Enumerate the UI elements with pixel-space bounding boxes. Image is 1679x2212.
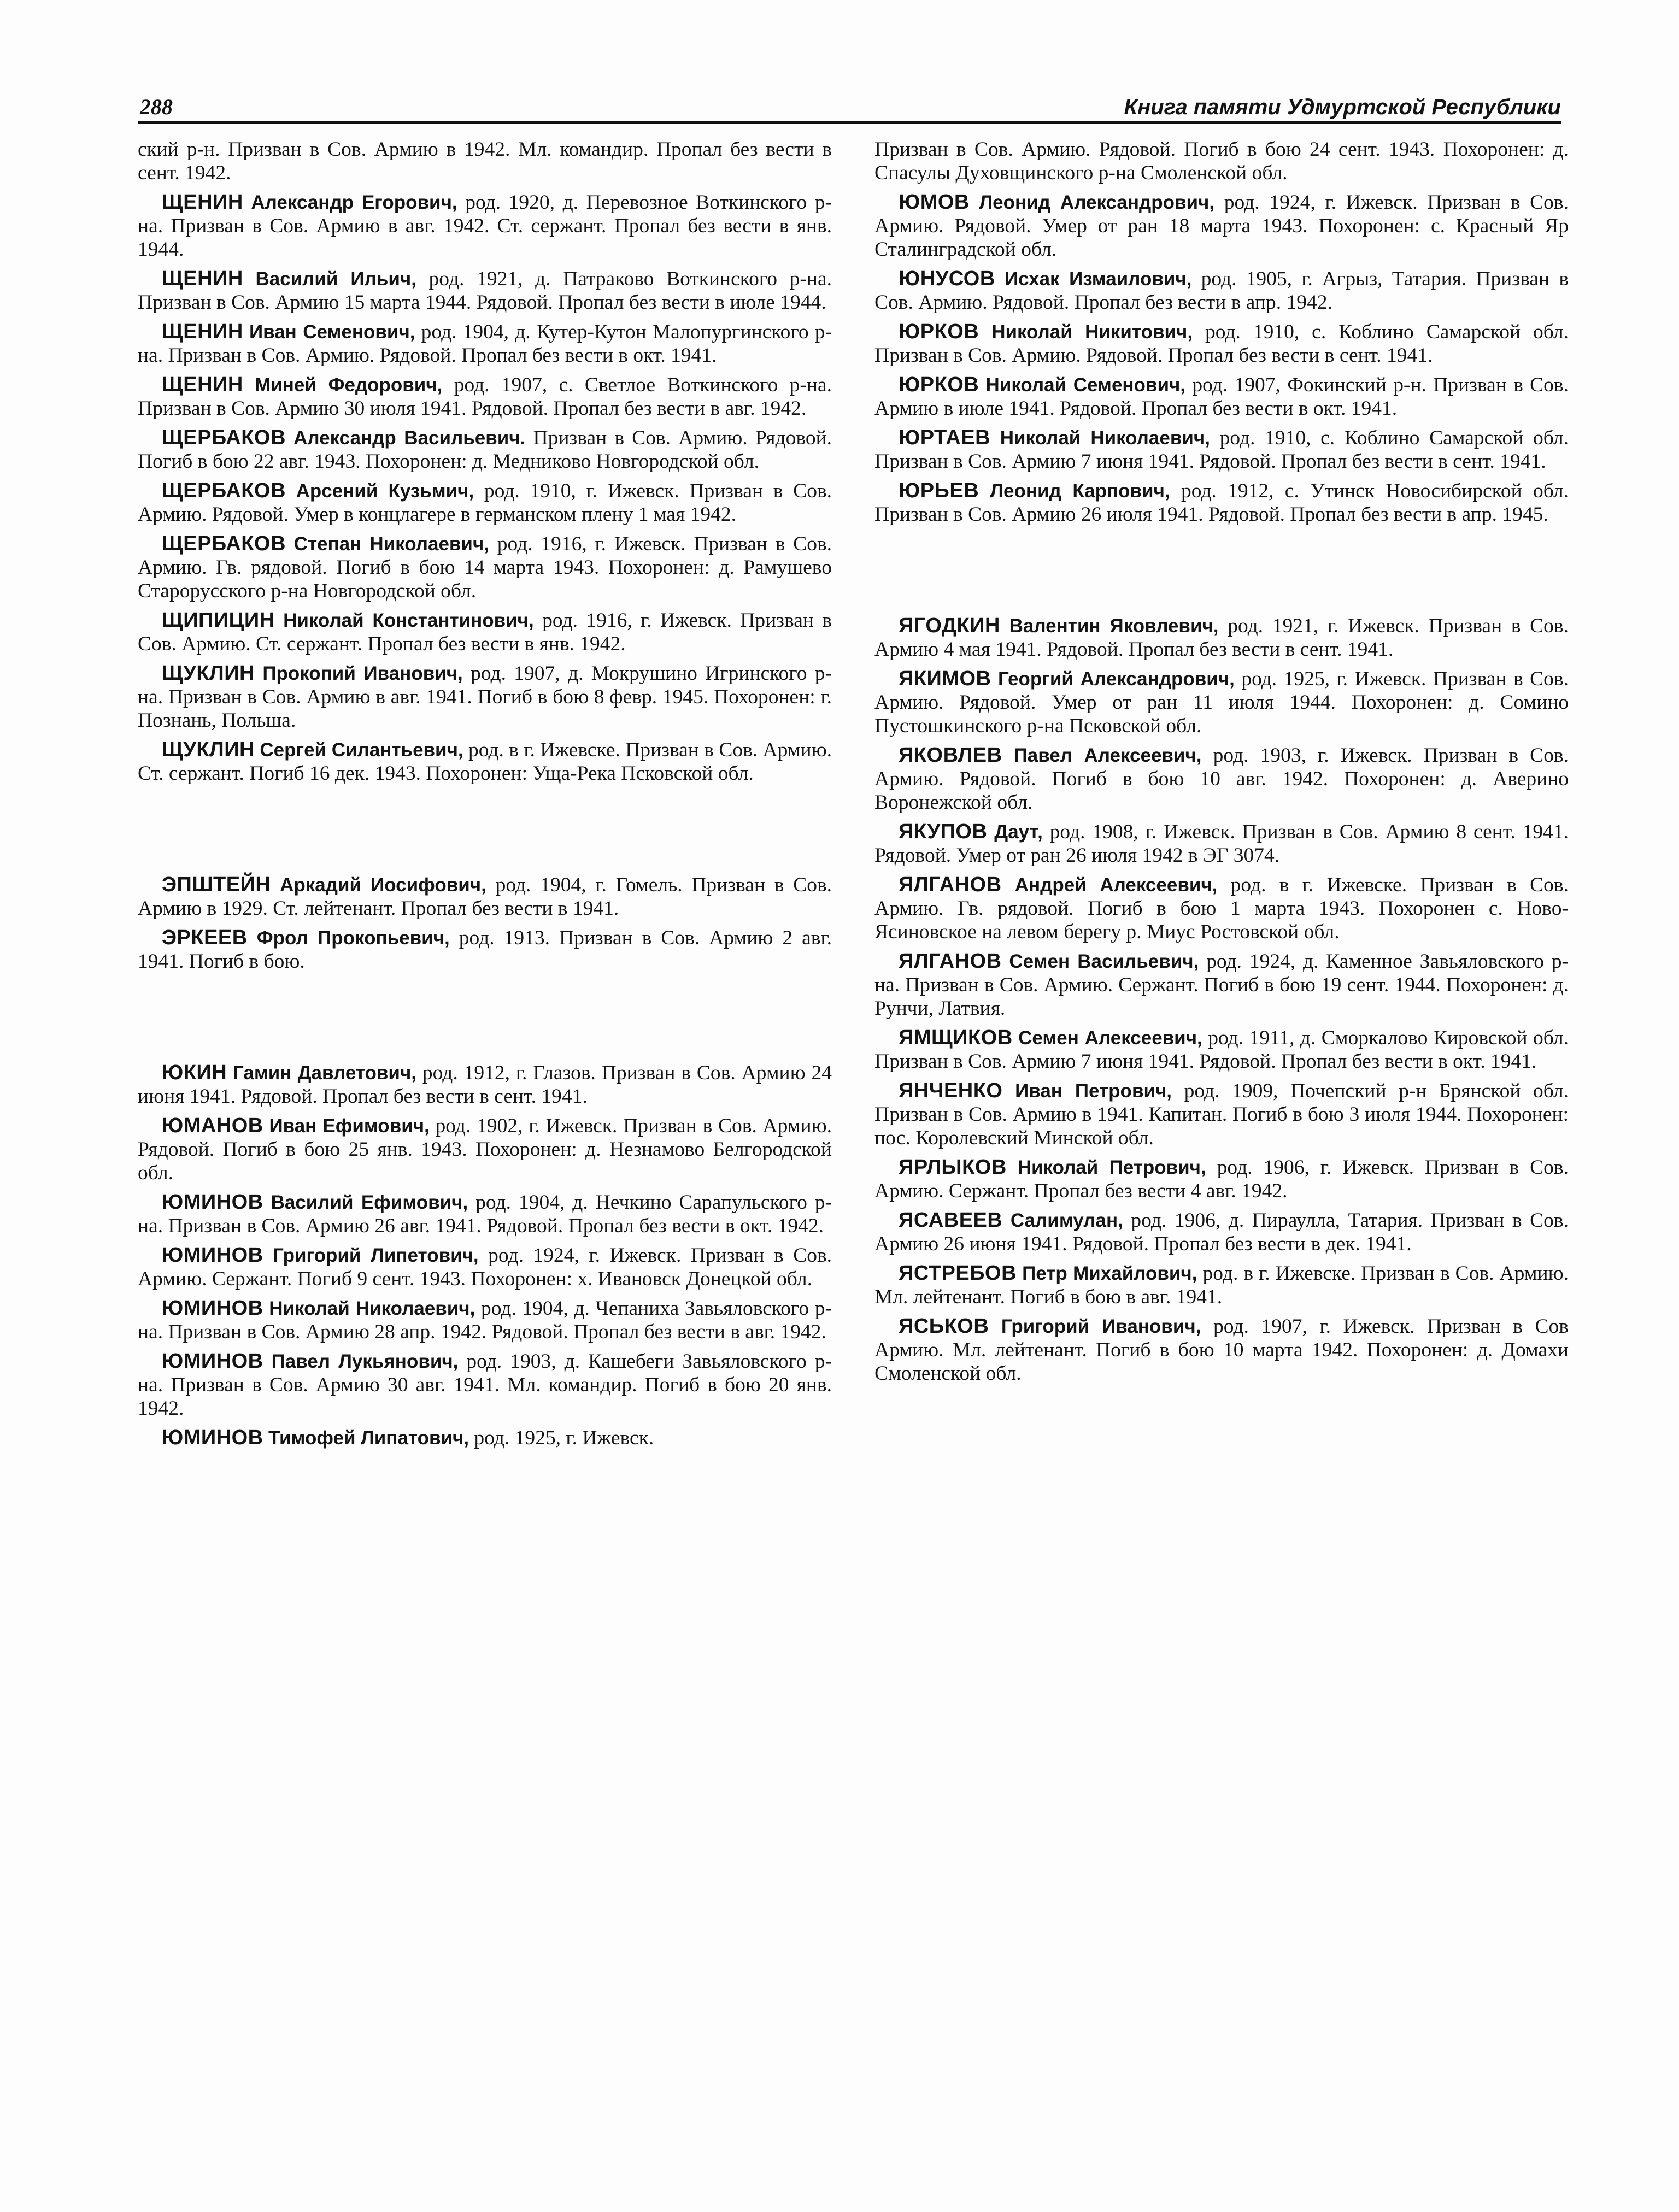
entry-details: род. 1904, д. Нечкино Сарапульского р-на. Призван в Сов. Армию 26 авг. 1941. Рядовой. Пропал без вести в окт. 1942.	[138, 1191, 832, 1237]
memorial-entry	[874, 950, 1569, 1020]
entry-given-names: Николай Николаевич,	[269, 1298, 475, 1319]
running-title: Книга памяти Удмуртской Республики	[1124, 95, 1561, 119]
memorial-entry	[138, 1350, 832, 1420]
entry-surname: ЯСАВЕЕВ	[899, 1209, 1003, 1232]
entry-details: род. 1920, д. Перевозное Воткинского р-на. Призван в Сов. Армию в авг. 1942. Ст. сержант. Пропал без вести в янв. 1944.	[138, 191, 832, 261]
entry-given-names: Миней Федорович,	[255, 374, 443, 396]
entry-surname: ЩУКЛИН	[162, 738, 255, 761]
page-number: 288	[140, 95, 173, 119]
entry-surname: ЩЕРБАКОВ	[162, 479, 286, 502]
entry-details: род. 1906, г. Ижевск. Призван в Сов. Армию. Сержант. Пропал без вести 4 авг. 1942.	[874, 1156, 1569, 1202]
entry-details: род. 1910, с. Коблино Самарской обл. Призван в Сов. Армию. Рядовой. Пропал без вести в сент. 1941.	[874, 321, 1569, 367]
memorial-entry	[138, 738, 832, 785]
entry-details: род. 1906, д. Пираулла, Татария. Призван в Сов. Армию 26 июня 1941. Рядовой. Пропал без вести в дек. 1941.	[874, 1209, 1569, 1255]
entry-surname: ЮМИНОВ	[162, 1191, 263, 1214]
entry-details: Призван в Сов. Армию. Рядовой. Погиб в бою 22 авг. 1943. Похоронен: д. Медниково Новгородской обл.	[138, 427, 832, 473]
entry-surname: ЮМИНОВ	[162, 1350, 263, 1373]
entry-surname: ЮМИНОВ	[162, 1426, 263, 1449]
entry-surname: ЮМАНОВ	[162, 1114, 263, 1137]
entry-surname: ЩЕРБАКОВ	[162, 532, 286, 555]
entry-details: род. в г. Ижевске. Призван в Сов. Армию. Ст. сержант. Погиб 16 дек. 1943. Похоронен: Уща-Река Псковской обл.	[138, 739, 832, 785]
entry-details: род. 1924, г. Ижевск. Призван в Сов. Армию. Сержант. Погиб 9 сент. 1943. Похоронен: х. Ивановск Донецкой обл.	[138, 1244, 832, 1290]
entry-details: род. в г. Ижевске. Призван в Сов. Армию. Гв. рядовой. Погиб в бою 1 марта 1943. Похоронен с. Ново-Ясиновское на левом берегу р. Миус Ростовской обл.	[874, 874, 1569, 943]
entry-given-names: Леонид Карпович,	[990, 480, 1170, 502]
memorial-entry	[138, 1061, 832, 1108]
memorial-entry	[138, 1114, 832, 1185]
entry-given-names: Прокопий Иванович,	[262, 663, 463, 684]
entry-details: род. 1909, Почепский р-н Брянской обл. Призван в Сов. Армию в 1941. Капитан. Погиб в бою 3 июля 1944. Похоронен: пос. Королевский Минской обл.	[874, 1080, 1569, 1149]
entry-details: род. 1908, г. Ижевск. Призван в Сов. Армию 8 сент. 1941. Рядовой. Умер от ран 26 июля 1942 в ЭГ 3074.	[874, 821, 1569, 867]
entry-details: род. 1925, г. Ижевск. Призван в Сов. Армию. Рядовой. Умер от ран 11 июля 1944. Похоронен: д. Сомино Пустошкинского р-на Псковской обл.	[874, 668, 1569, 737]
entry-given-names: Салимулан,	[1010, 1210, 1123, 1231]
entry-details: род. 1904, г. Гомель. Призван в Сов. Армию в 1929. Ст. лейтенант. Пропал без вести в 1941.	[138, 874, 832, 920]
entry-details: род. 1912, г. Глазов. Призван в Сов. Армию 24 июня 1941. Рядовой. Пропал без вести в сент. 1941.	[138, 1062, 832, 1108]
entry-surname: ЯСТРЕБОВ	[899, 1262, 1017, 1285]
memorial-entry	[138, 662, 832, 732]
entry-details: ский р-н. Призван в Сов. Армию в 1942. Мл. командир. Пропал без вести в сент. 1942.	[138, 138, 832, 184]
entry-given-names: Василий Ефимович,	[271, 1192, 468, 1213]
entry-given-names: Григорий Липетович,	[273, 1245, 479, 1266]
entry-details: род. в г. Ижевске. Призван в Сов. Армию. Мл. лейтенант. Погиб в бою в авг. 1941.	[874, 1262, 1569, 1308]
entry-surname: ЯКУПОВ	[899, 820, 988, 843]
letter-section-gap	[874, 532, 1569, 614]
entry-given-names: Степан Николаевич,	[293, 533, 489, 555]
memorial-entry	[874, 614, 1569, 661]
memorial-entry	[874, 744, 1569, 814]
entry-surname: ЩИПИЦИН	[162, 609, 275, 632]
entry-surname: ЯЛГАНОВ	[899, 873, 1002, 896]
entry-details: род. 1907, Фокинский р-н. Призван в Сов. Армию в июле 1941. Рядовой. Пропал без вести в окт. 1941.	[874, 374, 1569, 420]
memorial-entry	[138, 1426, 832, 1450]
entry-details: род. 1916, г. Ижевск. Призван в Сов. Армию. Ст. сержант. Пропал без вести в янв. 1942.	[138, 609, 832, 655]
memorial-entry	[874, 1315, 1569, 1385]
memorial-entry	[874, 1079, 1569, 1150]
entry-given-names: Николай Петрович,	[1017, 1157, 1206, 1178]
entry-given-names: Арсений Кузьмич,	[296, 480, 474, 502]
entry-surname: ЮРКОВ	[899, 320, 979, 343]
entry-details: род. 1905, г. Агрыз, Татария. Призван в Сов. Армию. Рядовой. Пропал без вести в апр. 1942.	[874, 268, 1569, 314]
entry-details: род. 1925, г. Ижевск.	[474, 1427, 654, 1449]
page-header	[138, 82, 1561, 124]
memorial-entry	[138, 479, 832, 526]
entry-surname: ЯМЩИКОВ	[899, 1026, 1013, 1049]
memorial-entry	[138, 191, 832, 261]
entry-details: род. 1904, д. Чепаниха Завьяловского р-на. Призван в Сов. Армию 28 апр. 1942. Рядовой. Пропал без вести в авг. 1942.	[138, 1297, 832, 1343]
memorial-entry	[874, 667, 1569, 738]
memorial-entry	[138, 1191, 832, 1238]
entry-given-names: Исхак Измаилович,	[1004, 268, 1192, 290]
memorial-entry	[138, 373, 832, 420]
entry-given-names: Николай Николаевич,	[1000, 427, 1210, 449]
entry-given-names: Иван Семенович,	[249, 321, 415, 343]
letter-section-gap	[138, 979, 832, 1061]
entry-surname: ЮНУСОВ	[899, 267, 995, 290]
entry-given-names: Фрол Прокопьевич,	[256, 927, 450, 949]
memorial-entry	[874, 1026, 1569, 1073]
entry-surname: ЮРКОВ	[899, 373, 979, 396]
entry-given-names: Семен Алексеевич,	[1018, 1027, 1202, 1049]
entry-details: род. 1904, д. Кутер-Кутон Малопургинского р-на. Призван в Сов. Армию. Рядовой. Пропал без вести в окт. 1941.	[138, 321, 832, 367]
memorial-entry	[874, 479, 1569, 526]
entry-details: род. 1902, г. Ижевск. Призван в Сов. Армию. Рядовой. Погиб в бою 25 янв. 1943. Похоронен: д. Незнамово Белгородской обл.	[138, 1115, 832, 1184]
memorial-entry	[874, 820, 1569, 867]
entry-details: род. 1907, с. Светлое Воткинского р-на. Призван в Сов. Армию 30 июля 1941. Рядовой. Пропал без вести в авг. 1942.	[138, 374, 832, 420]
memorial-entry	[874, 1156, 1569, 1203]
entry-given-names: Сергей Силантьевич,	[260, 739, 463, 761]
entry-surname: ЩЕРБАКОВ	[162, 426, 286, 449]
entry-surname: ЩЕНИН	[162, 320, 243, 343]
entry-given-names: Александр Васильевич.	[293, 427, 526, 449]
entry-details: род. 1916, г. Ижевск. Призван в Сов. Армию. Гв. рядовой. Погиб в бою 14 марта 1943. Похоронен: д. Рамушево Старорусского р-на Новгородской обл.	[138, 533, 832, 602]
entry-surname: ЯЛГАНОВ	[899, 950, 1002, 973]
memorial-entry	[874, 426, 1569, 473]
entry-given-names: Иван Ефимович,	[269, 1115, 430, 1137]
entry-surname: ЯКИМОВ	[899, 667, 991, 690]
entry-given-names: Николай Семенович,	[985, 374, 1186, 396]
letter-section-gap	[138, 791, 832, 873]
entry-given-names: Александр Егорович,	[251, 192, 457, 213]
entry-given-names: Николай Никитович,	[991, 321, 1193, 343]
entry-surname: ЮКИН	[162, 1061, 227, 1084]
entry-surname: ЩУКЛИН	[162, 662, 255, 685]
entry-details: Призван в Сов. Армию. Рядовой. Погиб в бою 24 сент. 1943. Похоронен: д. Спасулы Духовщинского р-на Смоленской обл.	[874, 138, 1569, 184]
memorial-entry	[138, 1244, 832, 1291]
entry-surname: ЯНЧЕНКО	[899, 1079, 1003, 1102]
entry-given-names: Леонид Александрович,	[979, 192, 1215, 213]
entry-surname: ЯКОВЛЕВ	[899, 744, 1002, 767]
entry-details: род. 1907, г. Ижевск. Призван в Сов Армию. Мл. лейтенант. Погиб в бою 10 марта 1942. Похоронен: д. Домахи Смоленской обл.	[874, 1315, 1569, 1385]
entry-surname: ЯРЛЫКОВ	[899, 1156, 1007, 1179]
entry-given-names: Тимофей Липатович,	[268, 1427, 469, 1449]
memorial-entry	[138, 873, 832, 920]
memorial-entry	[874, 320, 1569, 367]
entry-details: род. 1911, д. Сморкалово Кировской обл. Призван в Сов. Армию 7 июня 1941. Рядовой. Пропал без вести в окт. 1941.	[874, 1027, 1569, 1073]
entry-details: род. 1910, г. Ижевск. Призван в Сов. Армию. Рядовой. Умер в концлагере в германском плену 1 мая 1942.	[138, 480, 832, 526]
entry-details: род. 1903, г. Ижевск. Призван в Сов. Армию. Рядовой. Погиб в бою 10 авг. 1942. Похоронен: д. Аверино Воронежской обл.	[874, 744, 1569, 814]
memorial-entry	[138, 532, 832, 603]
entry-given-names: Даут,	[994, 821, 1043, 843]
entry-details: род. 1924, д. Каменное Завьяловского р-на. Призван в Сов. Армию. Сержант. Погиб в бою 19 сент. 1944. Похоронен: д. Рунчи, Латвия.	[874, 950, 1569, 1020]
entry-surname: ЮМИНОВ	[162, 1297, 263, 1320]
entry-given-names: Иван Петрович,	[1015, 1080, 1172, 1102]
entry-details: род. 1903, д. Кашебеги Завьяловского р-на. Призван в Сов. Армию 30 авг. 1941. Мл. командир. Погиб в бою 20 янв. 1942.	[138, 1350, 832, 1420]
entry-given-names: Николай Константинович,	[283, 610, 534, 631]
entry-details: род. 1913. Призван в Сов. Армию 2 авг. 1941. Погиб в бою.	[138, 927, 832, 973]
memorial-entry	[138, 267, 832, 314]
entry-surname: ЮМИНОВ	[162, 1244, 263, 1267]
entry-details: род. 1907, д. Мокрушино Игринского р-на. Призван в Сов. Армию в авг. 1941. Погиб в бою 8 февр. 1945. Похоронен: г. Познань, Польша.	[138, 662, 832, 732]
entry-surname: ЩЕНИН	[162, 191, 243, 214]
entry-surname: ЮРТАЕВ	[899, 426, 991, 449]
entry-surname: ЮРЬЕВ	[899, 479, 979, 502]
entry-given-names: Василий Ильич,	[255, 268, 416, 290]
entry-given-names: Валентин Яковлевич,	[1009, 615, 1219, 637]
entry-surname: ЭПШТЕЙН	[162, 873, 271, 896]
entry-given-names: Гамин Давлетович,	[233, 1062, 416, 1084]
right-column	[874, 138, 1569, 1391]
entry-details: род. 1912, с. Утинск Новосибирской обл. Призван в Сов. Армию 26 июля 1941. Рядовой. Пропал без вести в апр. 1945.	[874, 480, 1569, 526]
entry-continuation	[874, 138, 1569, 185]
entry-given-names: Андрей Алексеевич,	[1014, 874, 1218, 896]
entry-given-names: Георгий Александрович,	[997, 668, 1235, 690]
entry-surname: ЭРКЕЕВ	[162, 926, 248, 949]
entry-details: род. 1921, д. Патраково Воткинского р-на. Призван в Сов. Армию 15 марта 1944. Рядовой. Пропал без вести в июле 1944.	[138, 268, 832, 314]
memorial-entry	[138, 1297, 832, 1344]
left-column	[138, 138, 832, 1456]
memorial-entry	[138, 609, 832, 656]
entry-continuation	[138, 138, 832, 185]
entry-details: род. 1921, г. Ижевск. Призван в Сов. Армию 4 мая 1941. Рядовой. Пропал без вести в сент. 1941.	[874, 615, 1569, 661]
memorial-entry	[874, 191, 1569, 261]
memorial-entry	[874, 267, 1569, 314]
memorial-entry	[874, 373, 1569, 420]
entry-given-names: Павел Лукьянович,	[271, 1351, 459, 1372]
entry-given-names: Семен Васильевич,	[1009, 951, 1199, 972]
entry-surname: ЮМОВ	[899, 191, 970, 214]
entry-given-names: Петр Михайлович,	[1022, 1263, 1197, 1284]
memorial-entry	[138, 320, 832, 367]
entry-surname: ЯГОДКИН	[899, 614, 1000, 637]
memorial-entry	[874, 873, 1569, 944]
memorial-entry	[874, 1262, 1569, 1309]
entry-surname: ЩЕНИН	[162, 267, 243, 290]
entry-details: род. 1924, г. Ижевск. Призван в Сов. Армию. Рядовой. Умер от ран 18 марта 1943. Похоронен: с. Красный Яр Сталинградской обл.	[874, 191, 1569, 261]
entry-given-names: Аркадий Иосифович,	[280, 874, 486, 896]
entry-given-names: Григорий Иванович,	[1001, 1316, 1201, 1337]
entry-surname: ЩЕНИН	[162, 373, 243, 396]
memorial-entry	[138, 426, 832, 473]
entry-surname: ЯСЬКОВ	[899, 1315, 989, 1338]
entry-details: род. 1910, с. Коблино Самарской обл. Призван в Сов. Армию 7 июня 1941. Рядовой. Пропал без вести в сент. 1941.	[874, 427, 1569, 473]
memorial-entry	[138, 926, 832, 973]
entry-given-names: Павел Алексеевич,	[1013, 745, 1202, 766]
memorial-entry	[874, 1209, 1569, 1256]
